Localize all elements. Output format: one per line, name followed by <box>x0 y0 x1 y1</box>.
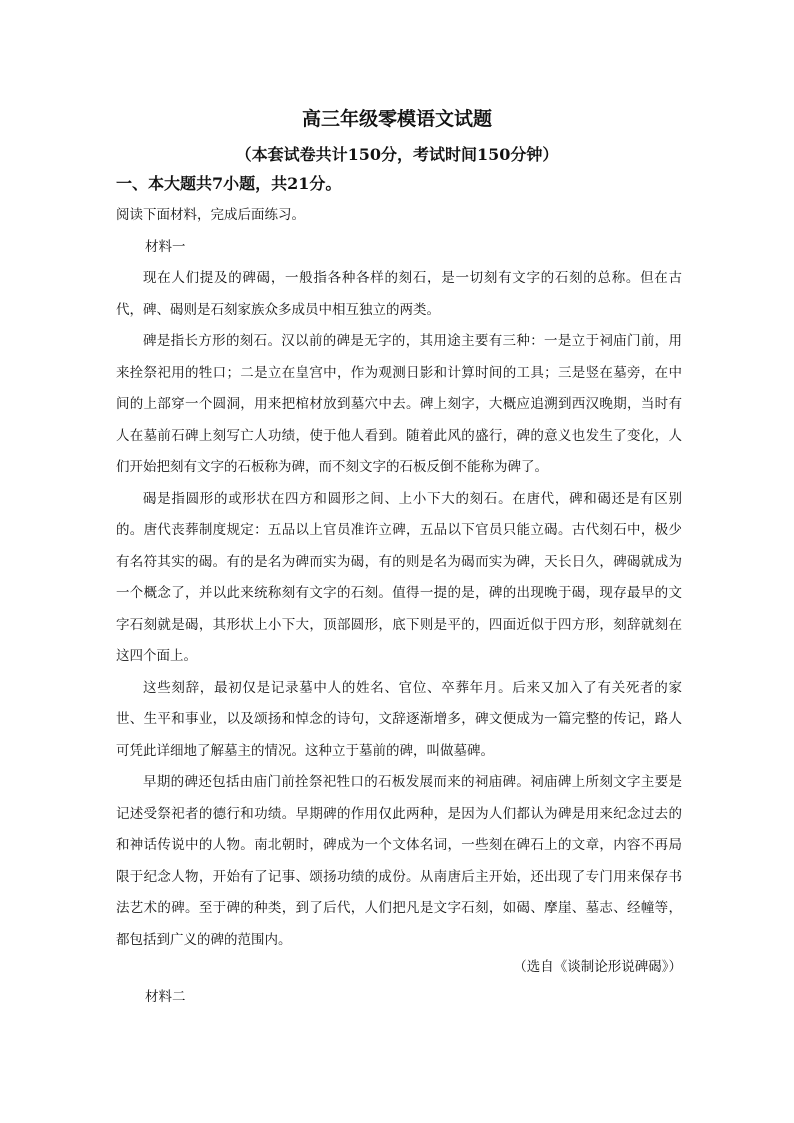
paragraph: 早期的碑还包括由庙门前拴祭祀牲口的石板发展而来的祠庙碑。祠庙碑上所刻文字主要是记述受祭祀者的德行和功绩。早期碑的作用仅此两种，是因为人们都认为碑是用来纪念过去的和神话传说中的人物。南北朝时，碑成为一个文体名词，一些刻在碑石上的文章，内容不再局限于纪念人物，开始有了记事、颂扬功绩的成份。从南唐后主开始，还出现了专门用来保存书法艺术的碑。至于碑的种类，到了后代，人们把凡是文字石刻，如碣、摩崖、墓志、经幢等，都包括到广义的碑的范围内。 <box>116 774 682 948</box>
instruction-text: 阅读下面材料，完成后面练习。 <box>116 207 305 223</box>
section-heading: 一、本大题共7小题，共21分。 <box>116 174 342 193</box>
material-one-label: 材料一 <box>145 239 186 255</box>
page-title: 高三年级零模语文试题 <box>301 108 492 130</box>
paragraph: 碑是指长方形的刻石。汉以前的碑是无字的，其用途主要有三种：一是立于祠庙门前，用来拴祭祀用的牲口；二是立在皇宫中，作为观测日影和计算时间的工具；三是竖在墓旁，在中间的上部穿一个圆洞，用来把棺材放到墓穴中去。碑上刻字，大概应追溯到西汉晚期，当时有人在墓前石碑上刻写亡人功绩，使于他人看到。随着此风的盛行，碑的意义也发生了变化，人们开始把刻有文字的石板称为碑，而不刻文字的石板反倒不能称为碑了。 <box>116 333 682 475</box>
paragraph: 这些刻辞，最初仅是记录墓中人的姓名、官位、卒葬年月。后来又加入了有关死者的家世、生平和事业，以及颂扬和悼念的诗句，文辞逐渐增多，碑文便成为一篇完整的传记，路人可凭此详细地了解墓主的情况。这种立于墓前的碑，叫做墓碑。 <box>116 679 682 759</box>
paragraph: 碣是指圆形的或形状在四方和圆形之间、上小下大的刻石。在唐代，碑和碣还是有区别的。唐代丧葬制度规定：五品以上官员准许立碑，五品以下官员只能立碣。古代刻石中，极少有名符其实的碣。有的是名为碑而实为碣，有的则是名为碣而实为碑，天长日久，碑碣就成为一个概念了，并以此来统称刻有文字的石刻。值得一提的是，碑的出现晚于碣，现存最早的文字石刻就是碣，其形状上小下大，顶部圆形，底下则是平的，四面近似于四方形，刻辞就刻在这四个面上。 <box>116 490 682 664</box>
paragraph: 现在人们提及的碑碣，一般指各种各样的刻石，是一切刻有文字的石刻的总称。但在古代，碑、碣则是石刻家族众多成员中相互独立的两类。 <box>116 270 682 318</box>
page-subtitle: （本套试卷共计150分，考试时间150分钟） <box>235 145 559 164</box>
material-one-body <box>116 263 682 956</box>
source-citation: （选自《谈制论形说碑碣》） <box>513 959 682 975</box>
material-two-label: 材料二 <box>145 989 186 1005</box>
